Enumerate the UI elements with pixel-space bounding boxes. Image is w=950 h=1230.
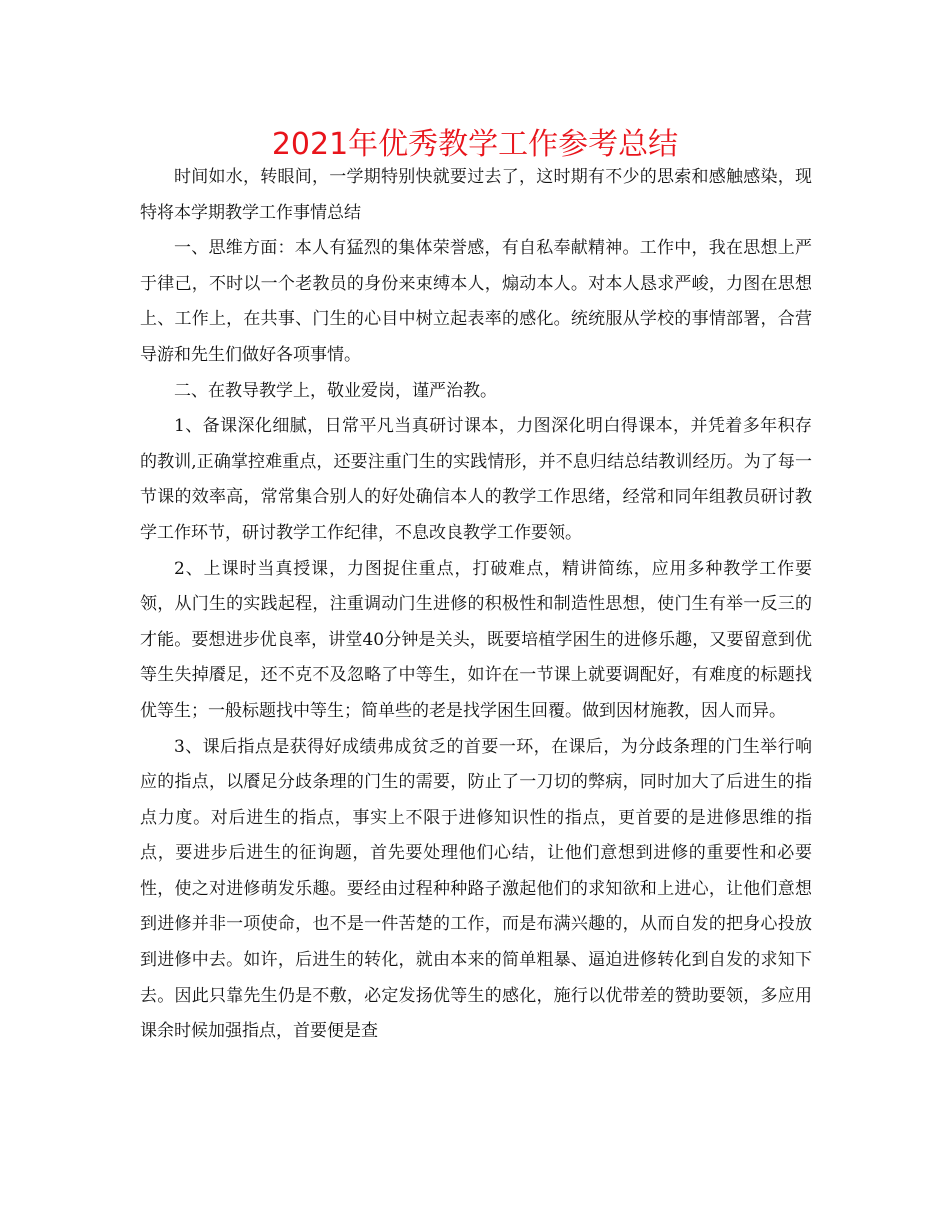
paragraph-intro: 时间如水，转眼间，一学期特别快就要过去了，这时期有不少的思索和感触感染，现特将本学期教学工作事情总结 xyxy=(140,167,812,223)
document-body xyxy=(140,160,812,1050)
paragraph-lesson-prep: 1、备课深化细腻，日常平凡当真研讨课本，力图深化明白得课本，并凭着多年积存的教训,正确掌控难重点，还要注重门生的实践情形，并不息归结总结教训经历。为了每一节课的效率高，常常集合别人的好处确信本人的教学工作思绪，经常和同年组教员研讨教学工作环节，研讨教学工作纪律，不息改良教学工作要领。 xyxy=(140,416,812,543)
paragraph-thinking: 一、思维方面：本人有猛烈的集体荣誉感，有自私奉献精神。工作中，我在思想上严于律己，不时以一个老教员的身份来束缚本人，煽动本人。对本人恳求严峻，力图在思想上、工作上，在共事、门生的心目中树立起表率的感化。统统服从学校的事情部署，合营导游和先生们做好各项事情。 xyxy=(140,238,812,365)
paragraph-teaching-heading: 二、在教导教学上，敬业爱岗，谨严治教。 xyxy=(174,380,497,401)
paragraph-classroom: 2、上课时当真授课，力图捉住重点，打破难点，精讲简练，应用多种教学工作要领，从门生的实践起程，注重调动门生进修的积极性和制造性思想，使门生有举一反三的才能。要想进步优良率，讲堂40分钟是关头，既要培植学困生的进修乐趣，又要留意到优等生失掉餍足，还不克不及忽略了中等生，如许在一节课上就要调配好，有难度的标题找优等生；一般标题找中等生；简单些的老是找学困生回覆。做到因材施教，因人而异。 xyxy=(140,558,812,721)
paragraph-after-class: 3、课后指点是获得好成绩弗成贫乏的首要一环，在课后，为分歧条理的门生举行响应的指点，以餍足分歧条理的门生的需要，防止了一刀切的弊病，同时加大了后进生的指点力度。对后进生的指点，事实上不限于进修知识性的指点，更首要的是进修思维的指点，要进步后进生的征询题，首先要处理他们心结，让他们意想到进修的重要性和必要性，使之对进修萌发乐趣。要经由过程种种路子激起他们的求知欲和上进心，让他们意想到进修并非一项使命，也不是一件苦楚的工作，而是布满兴趣的，从而自发的把身心投放到进修中去。如许，后进生的转化，就由本来的简单粗暴、逼迫进修转化到自发的求知下去。因此只靠先生仍是不敷，必定发扬优等生的感化，施行以优带差的赞助要领，多应用课余时候加强指点，首要便是查 xyxy=(140,736,812,1042)
document-title: 2021年优秀教学工作参考总结 xyxy=(271,127,679,162)
